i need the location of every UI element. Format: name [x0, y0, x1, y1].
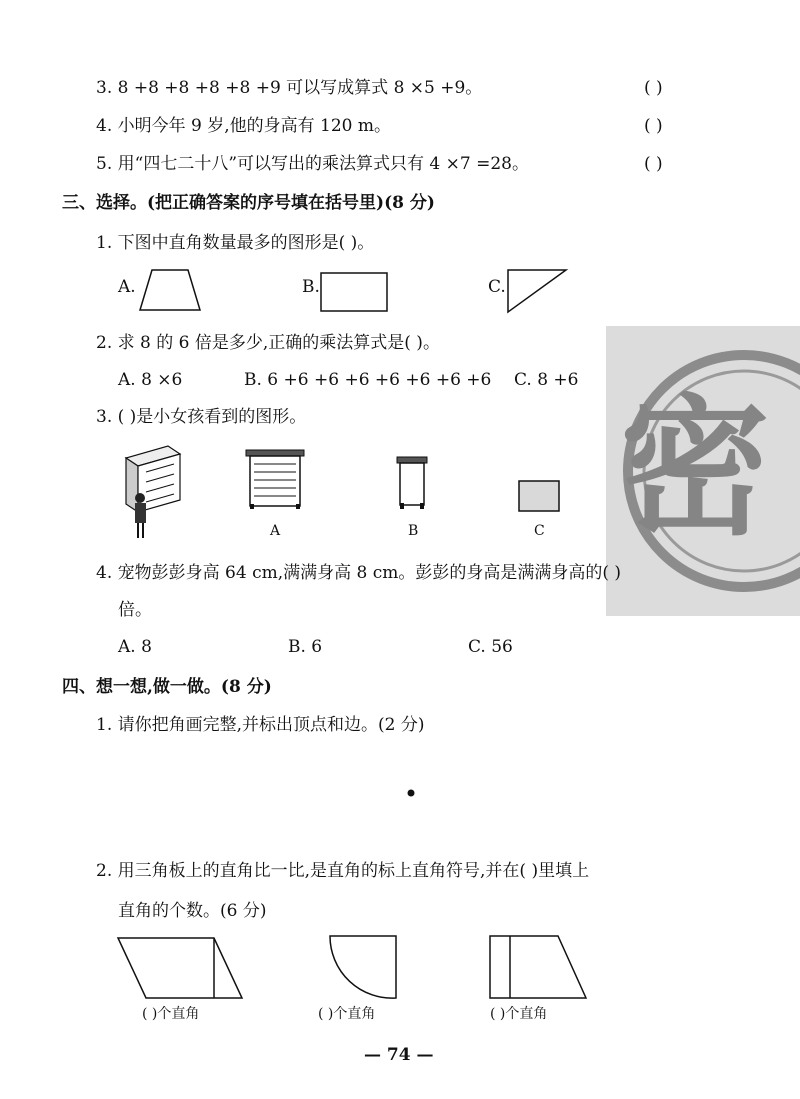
- trapezoid-shape: [138, 268, 202, 312]
- girl-looking-at-cabinet-picture: [120, 444, 182, 544]
- section3-heading: 三、选择。(把正确答案的序号填在括号里)(8 分): [62, 193, 435, 213]
- choice-q1-text: 1. 下图中直角数量最多的图形是( )。: [96, 233, 375, 253]
- judge-item-5: 5. 用“四七二十八”可以写出的乘法算式只有 4 ×7 =28。: [96, 154, 529, 174]
- option-a-label[interactable]: A: [270, 523, 281, 539]
- judge-item-3: 3. 8 +8 +8 +8 +8 +9 可以写成算式 8 ×5 +9。: [96, 78, 483, 98]
- parallelogram-shape: [116, 936, 244, 1000]
- right-trapezoid-shape: [488, 934, 588, 1000]
- choice-q1-option-c[interactable]: C.: [488, 277, 506, 297]
- choice-q1-option-b[interactable]: B.: [302, 277, 320, 297]
- stamp-character: 密: [620, 382, 771, 556]
- choice-q3-text: 3. ( )是小女孩看到的图形。: [96, 407, 307, 427]
- section4-heading: 四、想一想,做一做。(8 分): [62, 677, 272, 697]
- choice-q4-text-continued: 倍。: [118, 600, 152, 620]
- activity-q2-text-continued: 直角的个数。(6 分): [118, 901, 267, 921]
- judge-answer-paren-5[interactable]: ( ): [644, 154, 663, 174]
- judge-item-4: 4. 小明今年 9 岁,他的身高有 120 m。: [96, 116, 392, 136]
- choice-q1-option-a[interactable]: A.: [118, 277, 136, 297]
- activity-q1-text: 1. 请你把角画完整,并标出顶点和边。(2 分): [96, 715, 425, 735]
- choice-q4-text: 4. 宠物彭彭身高 64 cm,满满身高 8 cm。彭彭的身高是满满身高的( ): [96, 563, 622, 583]
- judge-answer-paren-4[interactable]: ( ): [644, 116, 663, 136]
- angle-vertex-dot[interactable]: [406, 788, 416, 798]
- activity-q2-text: 2. 用三角板上的直角比一比,是直角的标上直角符号,并在( )里填上: [96, 861, 590, 881]
- right-angle-count-1[interactable]: ( )个直角: [142, 1006, 200, 1022]
- option-b-label[interactable]: B: [408, 523, 419, 539]
- option-b-side-view: [396, 456, 428, 510]
- right-triangle-shape: [506, 268, 568, 314]
- choice-q2-option-a[interactable]: A. 8 ×6: [118, 370, 183, 390]
- choice-q2-option-c[interactable]: C. 8 +6: [514, 370, 579, 390]
- right-angle-count-3[interactable]: ( )个直角: [490, 1006, 548, 1022]
- choice-q4-option-a[interactable]: A. 8: [118, 637, 152, 657]
- option-a-front-view: [244, 448, 306, 510]
- judge-answer-paren-3[interactable]: ( ): [644, 78, 663, 98]
- choice-q2-text: 2. 求 8 的 6 倍是多少,正确的乘法算式是( )。: [96, 333, 440, 353]
- option-c-label[interactable]: C: [534, 523, 545, 539]
- choice-q4-option-c[interactable]: C. 56: [468, 637, 513, 657]
- choice-q4-option-b[interactable]: B. 6: [288, 637, 323, 657]
- rectangle-shape: [320, 272, 388, 312]
- confidential-stamp: [606, 326, 800, 616]
- choice-q2-option-b[interactable]: B. 6 +6 +6 +6 +6 +6 +6 +6: [244, 370, 492, 390]
- option-c-top-view: [518, 480, 560, 512]
- right-angle-count-2[interactable]: ( )个直角: [318, 1006, 376, 1022]
- page-number: — 74 —: [364, 1045, 434, 1065]
- quarter-circle-shape: [328, 934, 398, 1000]
